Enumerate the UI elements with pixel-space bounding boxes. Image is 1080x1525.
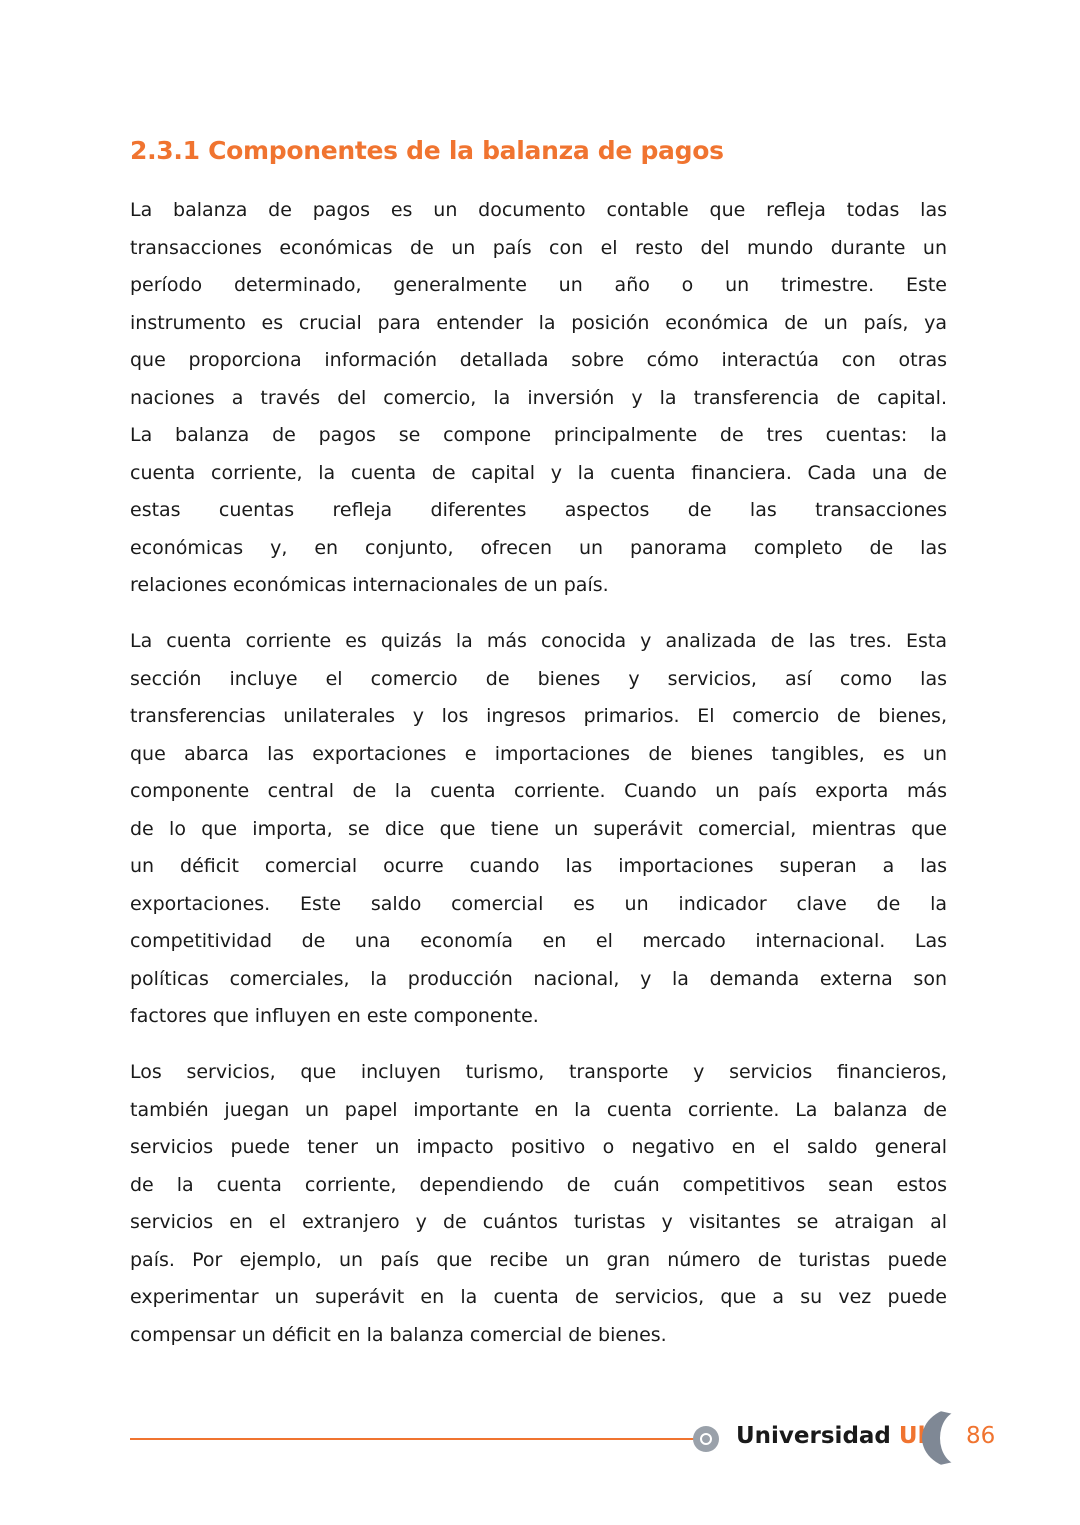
text-line: transferencias unilaterales y los ingresos primarios. El comercio de bienes,: [130, 705, 947, 727]
text-line: Los servicios, que incluyen turismo, transporte y servicios financieros,: [130, 1061, 947, 1083]
text-line: período determinado, generalmente un año o un trimestre. Este: [130, 274, 947, 296]
text-line: de lo que importa, se dice que tiene un superávit comercial, mientras que: [130, 817, 947, 840]
text-line: relaciones económicas internacionales de un país.: [130, 574, 609, 596]
text-line: servicios en el extranjero y de cuántos turistas y visitantes se atraigan al: [130, 1211, 947, 1233]
text-line: que abarca las exportaciones e importaciones de bienes tangibles, es un: [130, 742, 947, 765]
paragraph-3: [130, 1054, 947, 1354]
brand-name: Universidad: [736, 1423, 891, 1449]
text-line: transacciones económicas de un país con el resto del mundo durante un: [130, 236, 947, 259]
text-line: competitividad de una economía en el mercado internacional. Las: [130, 930, 947, 952]
text-line: un déficit comercial ocurre cuando las importaciones superan a las: [130, 855, 947, 877]
text-line: sección incluye el comercio de bienes y servicios, así como las: [130, 667, 947, 690]
text-line: cuenta corriente, la cuenta de capital y la cuenta financiera. Cada una de: [130, 461, 947, 484]
brand-accent: Uk: [898, 1423, 933, 1449]
footer-divider: [130, 1438, 695, 1440]
page-number: 86: [966, 1423, 996, 1449]
section-heading: 2.3.1 Componentes de la balanza de pagos: [130, 136, 724, 165]
text-line: experimentar un superávit en la cuenta de servicios, que a su vez puede: [130, 1286, 947, 1308]
text-line: factores que influyen en este componente.: [130, 1005, 539, 1027]
paragraph-2: [130, 623, 947, 1036]
text-line: económicas y, en conjunto, ofrecen un panorama completo de las: [130, 536, 947, 559]
text-line: políticas comerciales, la producción nacional, y la demanda externa son: [130, 967, 947, 990]
footer-circle-icon: [693, 1426, 719, 1452]
text-line: país. Por ejemplo, un país que recibe un gran número de turistas puede: [130, 1248, 947, 1271]
text-line: La balanza de pagos se compone principalmente de tres cuentas: la: [130, 424, 947, 446]
text-line: compensar un déficit en la balanza comercial de bienes.: [130, 1323, 667, 1346]
footer-brand: [736, 1423, 933, 1449]
text-line: naciones a través del comercio, la inversión y la transferencia de capital.: [130, 386, 947, 409]
text-line: que proporciona información detallada sobre cómo interactúa con otras: [130, 349, 947, 371]
text-line: servicios puede tener un impacto positivo o negativo en el saldo general: [130, 1136, 947, 1158]
text-line: también juegan un papel importante en la cuenta corriente. La balanza de: [130, 1098, 947, 1121]
text-line: estas cuentas refleja diferentes aspectos de las transacciones: [130, 499, 947, 521]
text-line: de la cuenta corriente, dependiendo de cuán competitivos sean estos: [130, 1173, 947, 1196]
paragraph-1: [130, 192, 947, 605]
text-line: instrumento es crucial para entender la posición económica de un país, ya: [130, 311, 947, 334]
text-line: exportaciones. Este saldo comercial es un indicador clave de la: [130, 892, 947, 915]
text-line: La balanza de pagos es un documento contable que refleja todas las: [130, 199, 947, 221]
text-line: componente central de la cuenta corriente. Cuando un país exporta más: [130, 780, 947, 802]
text-line: La cuenta corriente es quizás la más conocida y analizada de las tres. Esta: [130, 630, 947, 652]
